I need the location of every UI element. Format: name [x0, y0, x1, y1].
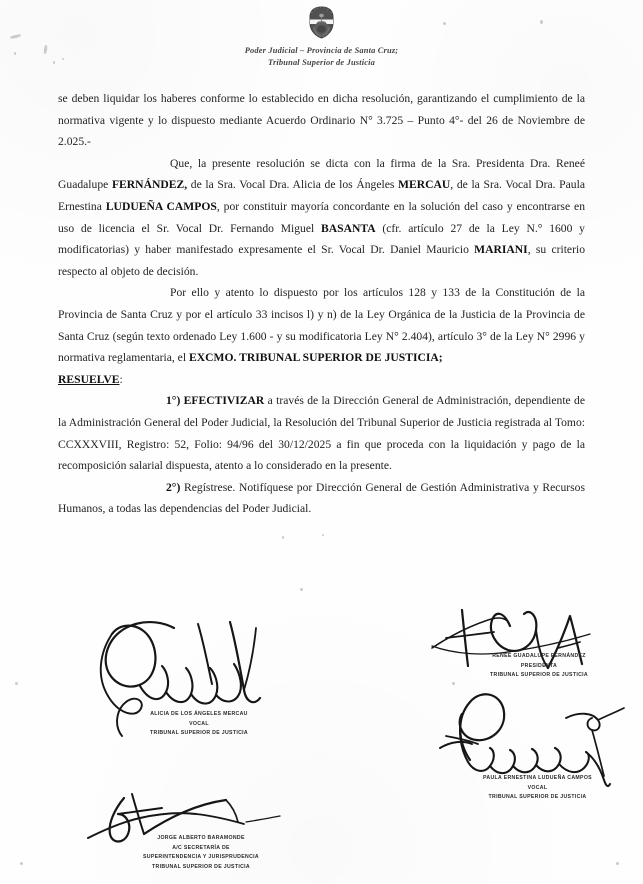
signature-caption-mercau [90, 710, 308, 739]
handwritten-signature-mercau-icon [78, 614, 308, 724]
signatory-name: ALICIA DE LOS ÁNGELES MERCAU [150, 711, 248, 717]
text-run: Por ello y atento lo dispuesto por los artículos 128 y 133 de la Constitución de la Provincia de Santa Cruz y por el artículo 33 incisos l) y n) de la Ley Orgánica de la Justicia de la Provincia de Santa Cruz (según texto ordenado Ley 1.600 - y su modificatoria Ley N° 2.404), artículo 3° de la Ley N° 2996 y normativa reglamentaria, el [58, 286, 585, 365]
signatory-role: PRESIDENTA [520, 662, 558, 669]
paragraph-fundamento-legal [58, 282, 585, 368]
name-fernandez: FERNÁNDEZ, [111, 178, 188, 192]
item-2-number: 2°) [166, 480, 181, 494]
paragraph-firmas [58, 153, 585, 283]
paragraph-continuation: se deben liquidar los haberes conforme lo establecido en dicha resolución, garantizando el cumplimiento de la normativa vigente y lo dispuesto mediante Acuerdo Ordinario N° 3.725 – Punto 4°- del 26 de Noviembre de 2.025.- [58, 92, 585, 149]
scan-artifact [322, 534, 324, 536]
header-title-line-2: Tribunal Superior de Justicia [267, 57, 376, 67]
text-run: a través de la Dirección General de Administración, dependiente de la Administración General del Poder Judicial, la Resolución del Tribunal Superior de Justicia registrada al Tomo: CCXXXVIII, Registro: 52, Folio: 94/96 del 30/12/2025 a fin que proceda con la liquidación y pago de la recomposición salarial dispuesta, atento a lo considerado en la presente. [58, 394, 585, 473]
signature-block-fernandez [430, 608, 630, 681]
header-title-line-1: Poder Judicial – Provincia de Santa Cruz; [244, 46, 399, 55]
signatory-name: PAULA ERNESTINA LUDUEÑA CAMPOS [483, 775, 592, 781]
document-body [58, 88, 585, 520]
text-run: de la Sra. Vocal Dra. Alicia de los Ángeles [187, 178, 399, 192]
scan-artifact [300, 588, 303, 591]
resuelve-label: RESUELVE [58, 372, 120, 386]
item-1-verb: EFECTIVIZAR [183, 394, 265, 408]
signatory-role: VOCAL [527, 784, 548, 791]
scan-artifact [15, 682, 18, 685]
resolution-item-2 [58, 477, 585, 520]
text-run: Que, la presente resolución se dicta con la firma de la Sra. Presidenta Dra. Reneé Guadalupe [58, 156, 585, 192]
signatory-role-secondary: SUPERINTENDENCIA Y JURISPRUDENCIA [143, 854, 259, 861]
signature-caption-fernandez [448, 652, 630, 681]
scan-artifact [616, 862, 619, 865]
scan-artifact [452, 682, 455, 685]
name-mariani: MARIANI [474, 243, 528, 257]
signatory-role: VOCAL [189, 720, 209, 727]
signatory-organization: TRIBUNAL SUPERIOR DE JUSTICIA [490, 672, 588, 679]
text-run: , su criterio respecto al objeto de decisión. [58, 243, 585, 278]
text-run: (cfr. artículo 27 de la Ley N.° 1600 y modificatorias) y haber manifestado expresamente el Sr. Vocal Dr. Daniel Mauricio [58, 221, 585, 257]
text-run: , de la Sra. Vocal Dra. Paula Ernestina [58, 178, 585, 213]
name-mercau: MERCAU [398, 178, 451, 192]
document-header [0, 6, 643, 69]
signatory-role: A/C SECRETARÍA DE [172, 844, 230, 851]
name-luduena-campos: LUDUEÑA CAMPOS [105, 199, 217, 213]
argentina-shield-emblem-icon [308, 6, 335, 39]
signature-block-luduena-campos [428, 690, 633, 803]
text-run: Regístrese. Notifíquese por Dirección General de Gestión Administrativa y Recursos Humanos, a todas las dependencias del Poder Judicial. [58, 480, 585, 516]
signatory-organization: TRIBUNAL SUPERIOR DE JUSTICIA [150, 730, 248, 737]
resuelve-colon: : [119, 372, 123, 386]
signature-block-mercau [78, 614, 308, 739]
scan-artifact [20, 862, 23, 865]
signatory-name: JORGE ALBERTO BARAMONDE [157, 835, 245, 841]
item-1-number: 1°) [166, 394, 181, 408]
signatory-name: RENEÉ GUADALUPE FERNÁNDEZ [492, 653, 586, 659]
resuelve-heading [58, 369, 585, 391]
scan-artifact [282, 536, 284, 539]
resolution-item-1 [58, 390, 585, 476]
text-run: , por constituir mayoría concordante en la solución del caso y encontrarse en uso de licencia el Sr. Vocal Dr. Fernando Miguel [58, 199, 585, 235]
signatory-organization: TRIBUNAL SUPERIOR DE JUSTICIA [152, 863, 250, 870]
tribunal-designation: EXCMO. TRIBUNAL SUPERIOR DE JUSTICIA; [188, 351, 443, 365]
signature-block-baramonde [70, 792, 310, 872]
signatory-organization: TRIBUNAL SUPERIOR DE JUSTICIA [488, 794, 587, 801]
name-basanta: BASANTA [321, 221, 376, 235]
